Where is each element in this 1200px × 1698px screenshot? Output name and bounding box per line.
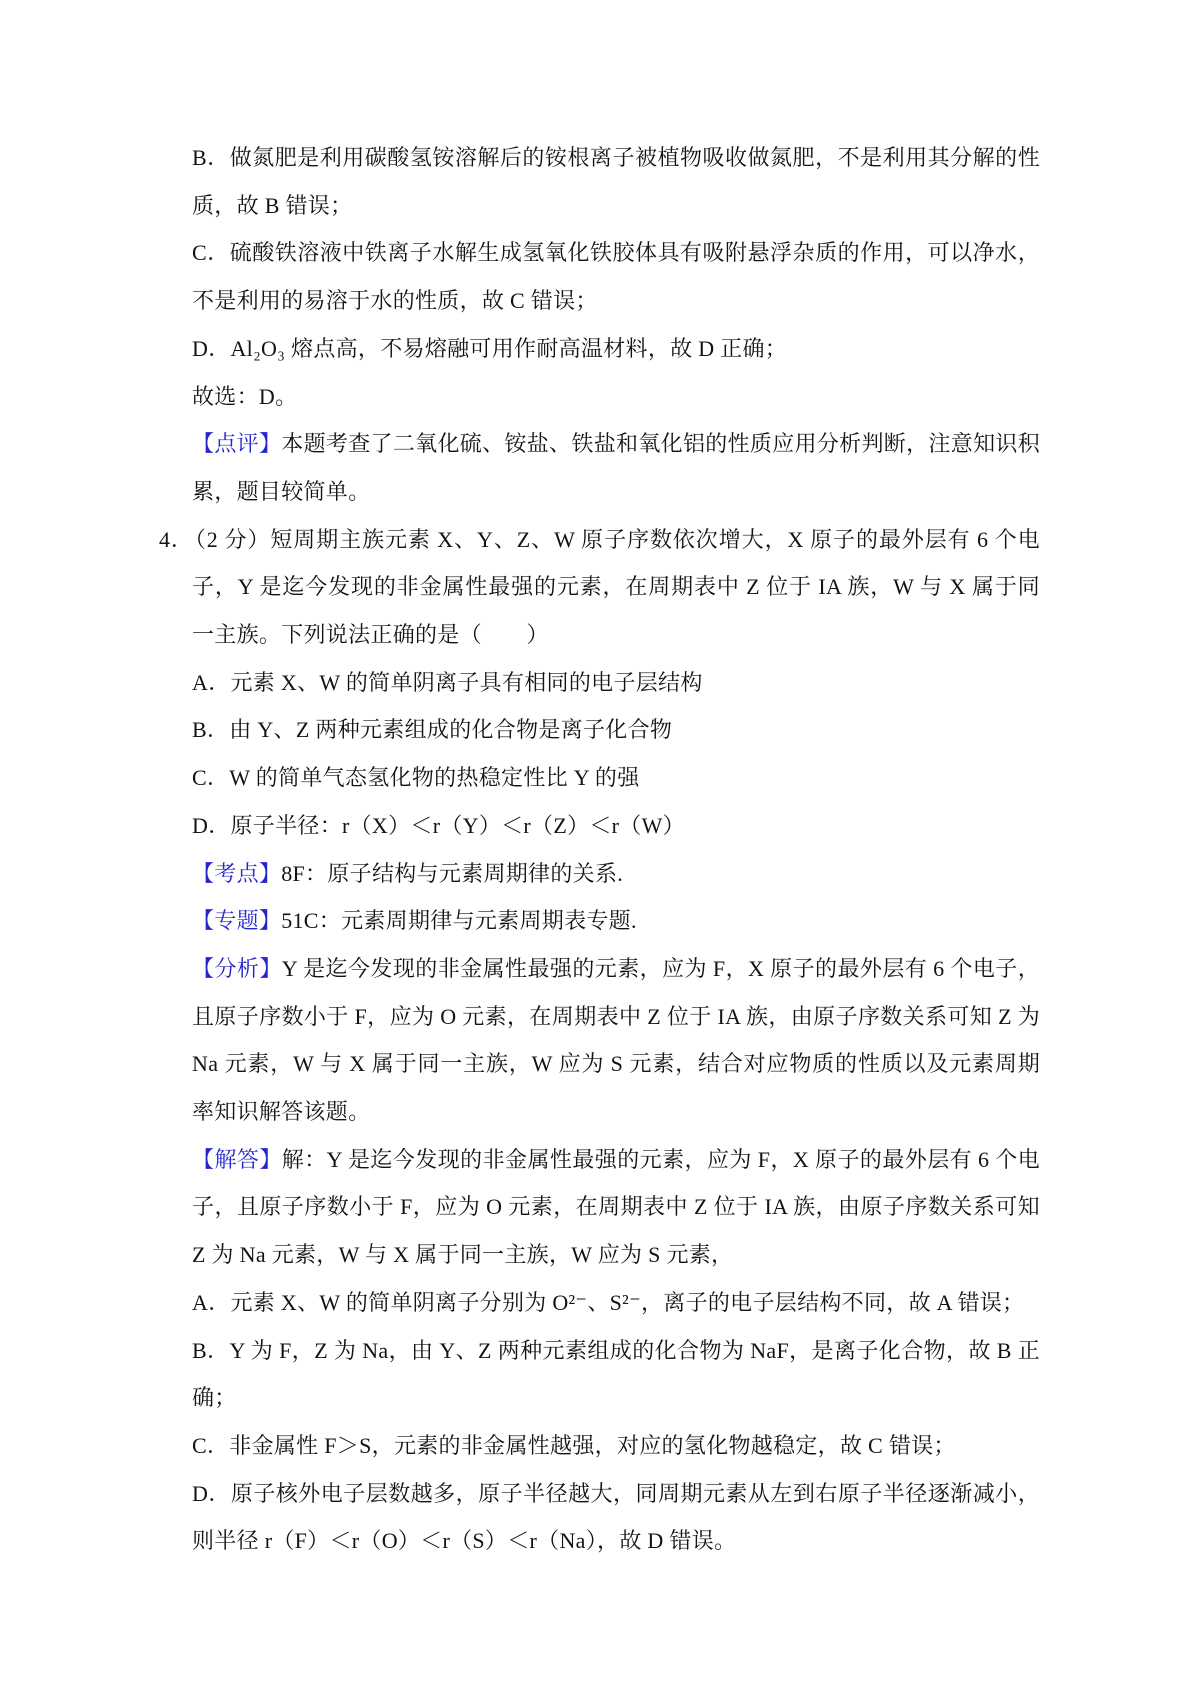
q4-solution-option-c: C．非金属性 F＞S，元素的非金属性越强，对应的氢化物越稳定，故 C 错误； [192,1432,956,1458]
q4-option-d: D．原子半径：r（X）＜r（Y）＜r（Z）＜r（W） [192,812,685,838]
q3-answer-line: 故选：D。 [192,383,298,409]
solution-tag: 【解答】 [192,1146,282,1172]
comment-text: 本题考查了二氧化硫、铵盐、铁盐和氧化铝的性质应用分析判断，注意知识积累，题目较简单。 [192,431,1040,504]
analysis-text: Y 是迄今发现的非金属性最强的元素，应为 F，X 原子的最外层有 6 个电子，且原子序数小于 F，应为 O 元素，在周期表中 Z 位于 IA 族，由原子序数关系可知 Z 为 Na 元素，W 与 X 属于同一主族，W 应为 S 元素，结合对应物质的性质以及元素周期率知识解答该题。 [192,955,1040,1125]
q4-option-b: B．由 Y、Z 两种元素组成的化合物是离子化合物 [192,717,673,743]
topic-tag: 【专题】 [192,908,282,934]
topic-text: 51C：元素周期律与元素周期表专题. [281,908,637,934]
q4-option-a: A．元素 X、W 的简单阴离子具有相同的电子层结构 [192,669,703,695]
q3-option-b-explanation: B．做氮肥是利用碳酸氢铵溶解后的铵根离子被植物吸收做氮肥，不是利用其分解的性质，故 B 错误； [192,145,1040,218]
exam-point-tag: 【考点】 [192,860,282,886]
q4-solution-option-d: D．原子核外电子层数越多，原子半径越大，同周期元素从左到右原子半径逐渐减小，则半径 r（F）＜r（O）＜r（S）＜r（Na），故 D 错误。 [192,1480,1040,1554]
q3-option-c-explanation: C．硫酸铁溶液中铁离子水解生成氢氧化铁胶体具有吸附悬浮杂质的作用，可以净水，不是利用的易溶于水的性质，故 C 错误； [192,240,1040,314]
q3-comment-paragraph [192,420,1040,515]
q3-option-d-explanation: D．Al₂O₃ 熔点高，不易熔融可用作耐高温材料，故 D 正确； [192,335,788,361]
q4-exam-point-paragraph [192,850,1040,898]
comment-tag: 【点评】 [192,431,282,457]
q4-solution-paragraph [192,1136,1040,1279]
question-number: 4． [159,526,194,552]
document-content [159,134,1040,1565]
exam-point-text: 8F：原子结构与元素周期律的关系. [281,860,624,886]
q4-solution-option-b: B．Y 为 F，Z 为 Na，由 Y、Z 两种元素组成的化合物为 NaF，是离子化合物，故 B 正确； [192,1337,1040,1411]
q4-question-stem [159,516,1040,659]
q4-option-c: C．W 的简单气态氢化物的热稳定性比 Y 的强 [192,765,640,791]
analysis-tag: 【分析】 [192,955,282,981]
q4-solution-option-a: A．元素 X、W 的简单阴离子分别为 O²⁻、S²⁻，离子的电子层结构不同，故 A 错误； [192,1289,1025,1315]
q4-analysis-paragraph [192,945,1040,1136]
q4-topic-paragraph [192,897,1040,945]
question-text: （2 分）短周期主族元素 X、Y、Z、W 原子序数依次增大，X 原子的最外层有 6 个电子，Y 是迄今发现的非金属性最强的元素，在周期表中 Z 位于 IA 族，W 与 X 属于同一主族。下列说法正确的是（ ） [192,526,1040,648]
solution-text: 解：Y 是迄今发现的非金属性最强的元素，应为 F，X 原子的最外层有 6 个电子，且原子序数小于 F，应为 O 元素，在周期表中 Z 位于 IA 族，由原子序数关系可知 Z 为 Na 元素，W 与 X 属于同一主族，W 应为 S 元素， [192,1146,1040,1268]
